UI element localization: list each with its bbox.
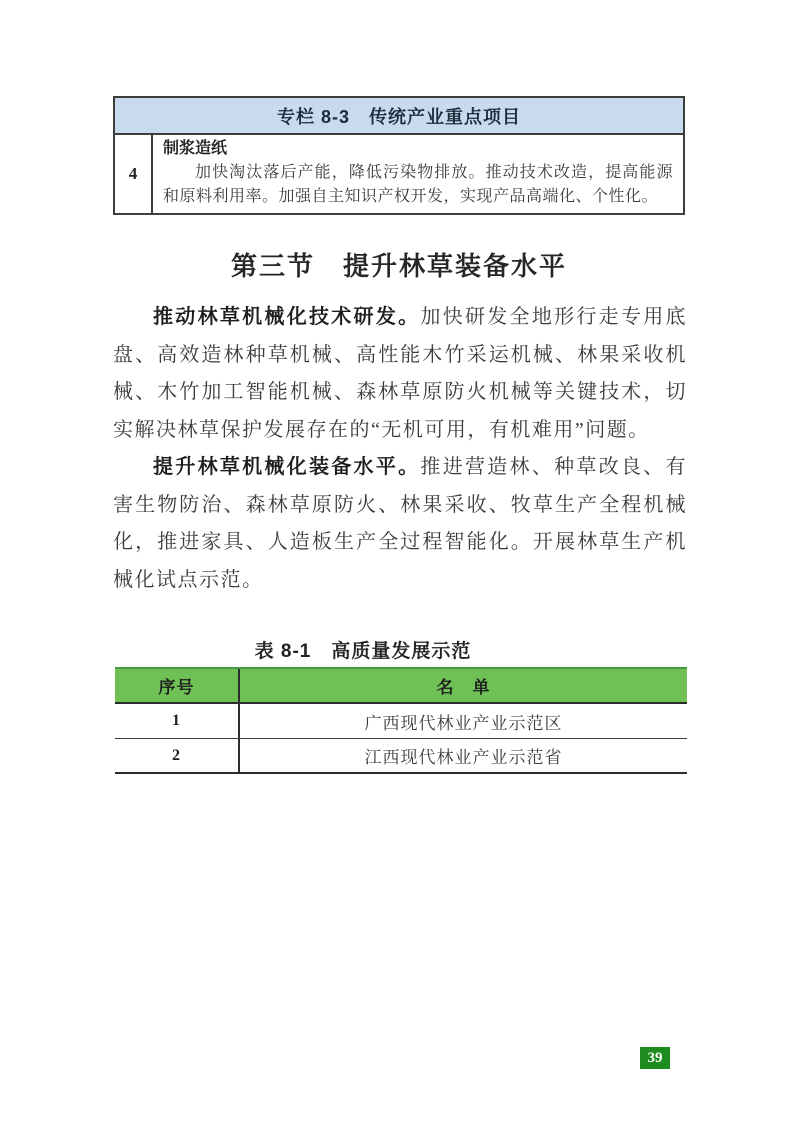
feature-box-row-index: 4 bbox=[115, 135, 153, 213]
paragraph-lead: 提升林草机械化装备水平。 bbox=[153, 456, 421, 478]
feature-box-table bbox=[113, 96, 685, 215]
feature-box-row-heading: 制浆造纸 bbox=[163, 140, 228, 157]
demo-table-header-name: 名 单 bbox=[436, 678, 491, 697]
paragraph-equipment bbox=[113, 449, 687, 599]
demo-table-header-index: 序号 bbox=[115, 669, 240, 702]
feature-box-row-content bbox=[153, 135, 683, 213]
table-row-name: 江西现代林业产业示范省 bbox=[364, 748, 563, 767]
paragraph-text: 加快研发全地形行走专用底盘、高效造林种草机械、高性能木竹采运机械、林果采收机械、木竹加工智能机械、森林草原防火机械等关键技术，切实解决林草保护发展存在的“无机可用，有机难用”问题。 bbox=[113, 306, 688, 441]
table-row-name: 广西现代林业产业示范区 bbox=[364, 713, 563, 733]
section-title: 第三节 提升林草装备水平 bbox=[230, 251, 567, 281]
paragraph-lead: 推动林草机械化技术研发。 bbox=[153, 306, 421, 328]
table-row bbox=[115, 739, 687, 774]
demo-table-header-row bbox=[115, 667, 687, 704]
table-row-index: 1 bbox=[115, 704, 240, 738]
table-row bbox=[115, 704, 687, 739]
paragraph-research bbox=[113, 299, 687, 449]
feature-box-title: 专栏 8-3 传统产业重点项目 bbox=[115, 98, 683, 135]
demo-table bbox=[115, 667, 687, 774]
feature-box-row bbox=[115, 135, 683, 213]
page-number-badge: 39 bbox=[640, 1047, 670, 1069]
table-row-index: 2 bbox=[115, 739, 240, 772]
table-caption: 表 8-1 高质量发展示范 bbox=[254, 641, 472, 662]
paragraph-text: 推进营造林、种草改良、有害生物防治、森林草原防火、林果采收、牧草生产全程机械化，推进家具、人造板生产全过程智能化。开展林草生产机械化试点示范。 bbox=[113, 456, 688, 591]
feature-box-row-body: 加快淘汰落后产能，降低污染物排放。推动技术改造，提高能源和原料利用率。加强自主知识产权开发，实现产品高端化、个性化。 bbox=[163, 164, 673, 205]
